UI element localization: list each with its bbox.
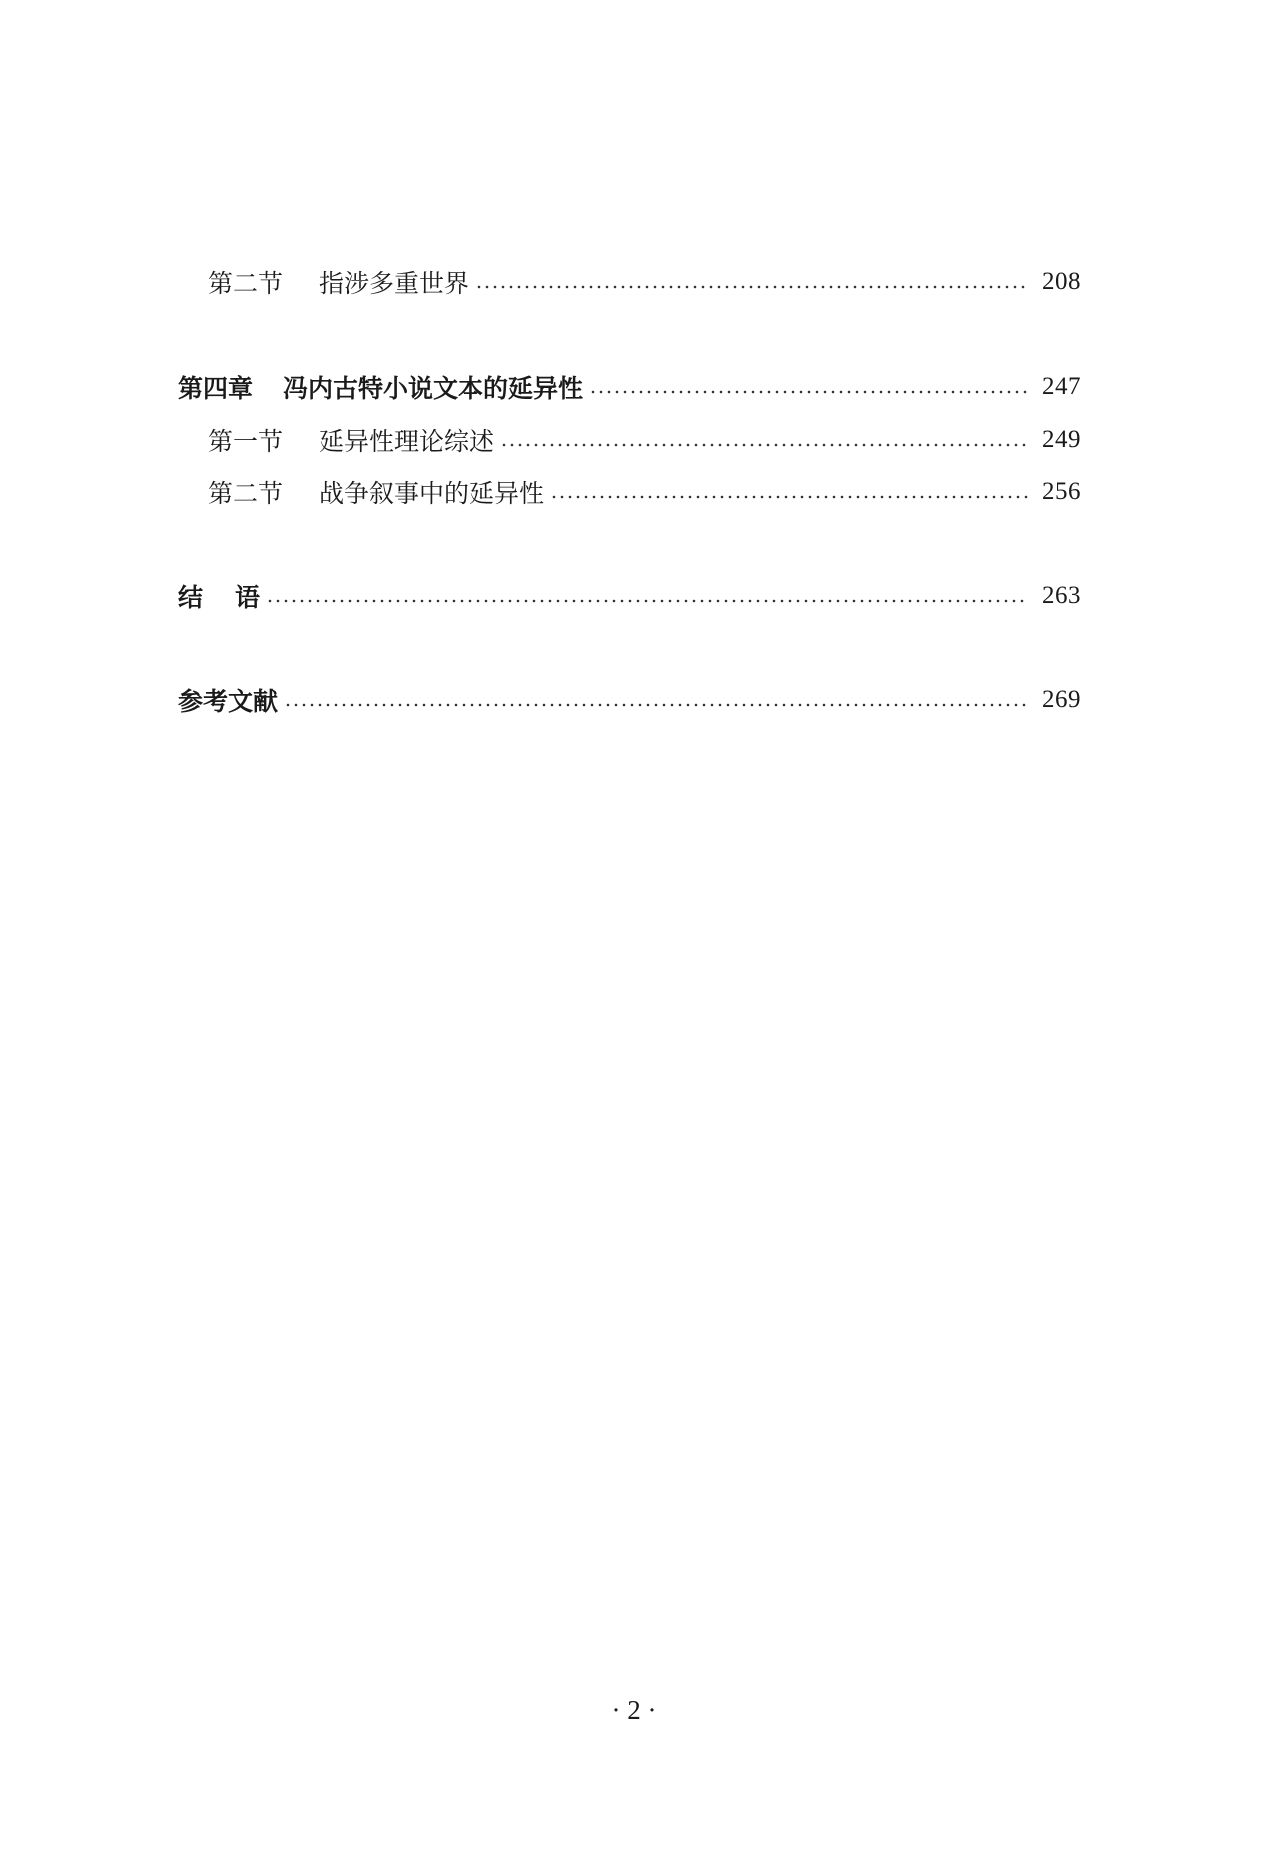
page-number: 208 [1042, 268, 1081, 295]
page-number: 249 [1042, 426, 1081, 453]
toc-entry-label [178, 369, 583, 405]
page-number: 247 [1042, 373, 1081, 400]
dot-leader [589, 389, 1028, 395]
toc-entry-section[interactable] [208, 472, 1081, 512]
toc-entry-label [178, 578, 260, 614]
chapter-title: 参考文献 [178, 687, 279, 716]
dot-leader [500, 442, 1028, 448]
section-number: 第一节 [208, 427, 284, 456]
toc-entry-chapter[interactable] [178, 680, 1081, 720]
chapter-title-second-char: 语 [235, 583, 261, 612]
toc-entry-chapter[interactable] [178, 367, 1081, 407]
chapter-title-first-char: 结 [178, 583, 204, 612]
toc-entry-label [178, 682, 278, 718]
page-number: 269 [1042, 686, 1081, 713]
page-number: 256 [1042, 478, 1081, 505]
section-title: 指涉多重世界 [319, 269, 470, 298]
dot-leader [266, 598, 1028, 604]
toc-entry-label [208, 474, 544, 510]
section-title: 延异性理论综述 [319, 427, 495, 456]
toc-entry-chapter[interactable] [178, 576, 1081, 616]
chapter-title: 冯内古特小说文本的延异性 [283, 374, 584, 403]
section-number: 第二节 [208, 269, 284, 298]
toc-entry-section[interactable] [208, 262, 1081, 302]
toc-entry-label [208, 264, 469, 300]
chapter-number: 第四章 [178, 374, 254, 403]
page-footer-number: · 2 · [611, 1695, 657, 1725]
toc-entry-section[interactable] [208, 420, 1081, 460]
toc-entry-label [208, 422, 494, 458]
dot-leader [475, 284, 1028, 290]
dot-leader [550, 494, 1028, 500]
dot-leader [284, 702, 1028, 708]
section-number: 第二节 [208, 479, 284, 508]
section-title: 战争叙事中的延异性 [319, 479, 545, 508]
page-number: 263 [1042, 582, 1081, 609]
